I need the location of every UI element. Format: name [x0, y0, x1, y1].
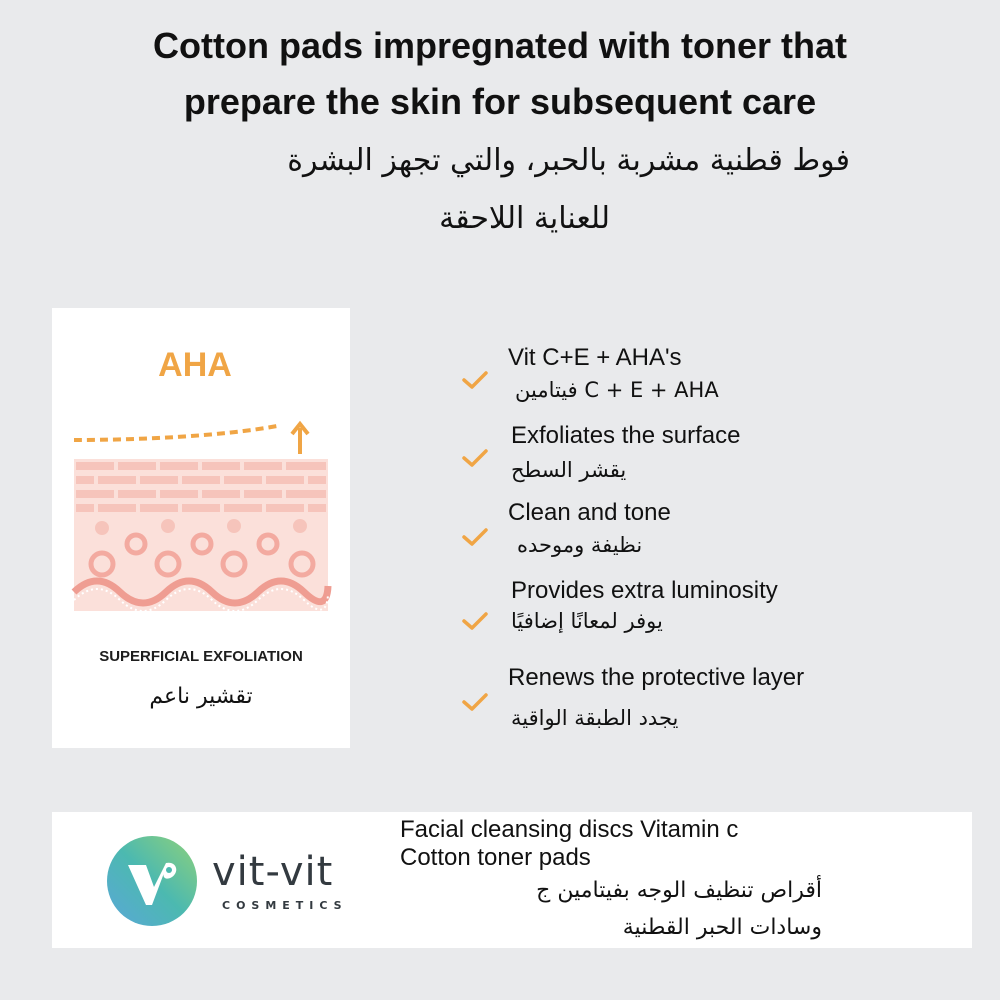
aha-label: AHA	[158, 346, 232, 384]
benefit-ar: يوفر لمعانًا إضافيًا	[511, 609, 663, 633]
headline	[60, 18, 940, 130]
benefit-en: Clean and tone	[508, 499, 671, 526]
headline-en-line1: Cotton pads impregnated with toner that	[153, 25, 847, 66]
brand-wordmark: vit-vit	[212, 849, 334, 895]
product-ar-line2: وسادات الحبر القطنية	[622, 915, 822, 940]
check-icon	[461, 611, 489, 631]
brand-subtitle: COSMETICS	[222, 899, 348, 912]
check-icon	[461, 527, 489, 547]
product-ar-line1: أقراص تنظيف الوجه بفيتامين ج	[536, 878, 822, 903]
benefit-item	[455, 497, 975, 567]
benefit-en: Provides extra luminosity	[511, 577, 778, 604]
benefit-item	[455, 575, 975, 645]
product-name-ar	[536, 872, 822, 946]
benefit-item	[455, 662, 975, 732]
benefit-en: Vit C+E + AHA's	[508, 344, 682, 371]
aha-caption: SUPERFICIAL EXFOLIATION	[99, 648, 303, 665]
benefit-item	[455, 340, 975, 410]
benefit-ar: يقشر السطح	[511, 458, 627, 482]
benefits-list	[455, 340, 975, 760]
benefit-en: Renews the protective layer	[508, 664, 805, 691]
headline-arabic	[130, 132, 850, 248]
benefit-ar: يجدد الطبقة الواقية	[511, 706, 679, 730]
exfoliation-dashed-line	[74, 426, 277, 440]
product-en-line2: Cotton toner pads	[400, 844, 591, 871]
headline-ar-line1: فوط قطنية مشربة بالحبر، والتي تجهز البشرة	[287, 143, 850, 178]
aha-illustration-card	[52, 308, 350, 748]
skin-layers-illustration	[52, 308, 350, 638]
brand-card	[52, 812, 972, 948]
check-icon	[461, 370, 489, 390]
product-en-line1: Facial cleansing discs Vitamin c	[400, 816, 739, 843]
benefit-ar: نظيفة وموحده	[517, 533, 643, 557]
aha-caption-arabic: تقشير ناعم	[149, 684, 253, 709]
arrow-up-icon	[292, 424, 308, 454]
benefit-item	[455, 420, 975, 490]
benefit-ar: C + E + AHA فيتامين	[515, 378, 719, 402]
headline-en-line2: prepare the skin for subsequent care	[183, 81, 817, 122]
vit-vit-logo-icon	[106, 835, 198, 927]
benefit-en: Exfoliates the surface	[511, 422, 741, 449]
headline-ar-line2: للعناية اللاحقة	[439, 201, 610, 236]
product-name-en	[400, 816, 738, 872]
check-icon	[461, 448, 489, 468]
check-icon	[461, 692, 489, 712]
